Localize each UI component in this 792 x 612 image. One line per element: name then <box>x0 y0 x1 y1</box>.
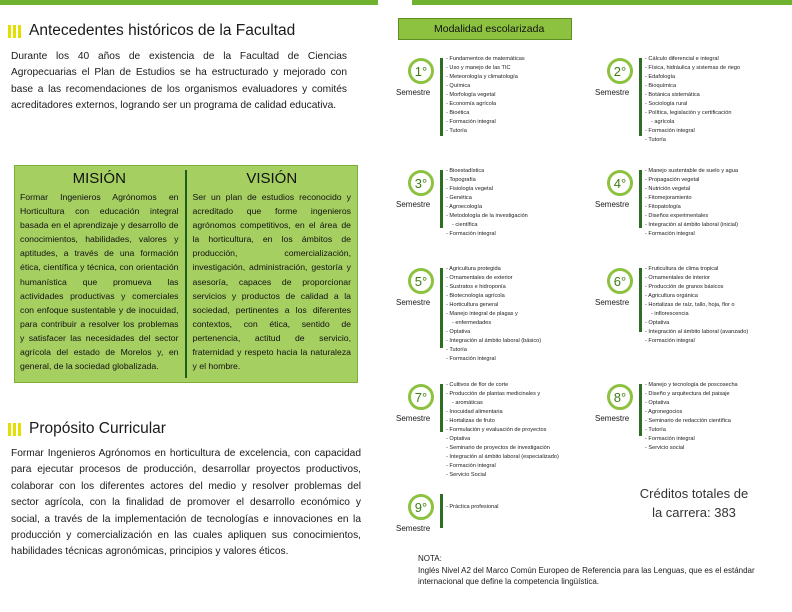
subject-item: - Morfología vegetal <box>446 91 525 100</box>
subject-item: - Integración al ámbito laboral (avanzado) <box>645 328 748 337</box>
antecedentes-header <box>8 22 295 40</box>
semestre-bar <box>440 384 443 432</box>
semestre-label: Semestre <box>595 88 630 97</box>
subject-item: - Producción de granos básicos <box>645 283 748 292</box>
nota-title: NOTA: <box>418 554 442 563</box>
semestre-bar <box>440 268 443 348</box>
vision-title: VISIÓN <box>246 170 298 187</box>
mision-column <box>15 166 185 382</box>
semestre-bar <box>639 384 642 436</box>
semestre-number: 2° <box>607 58 633 84</box>
subject-item: - Genética <box>446 194 528 203</box>
subject-item: - Formación integral <box>645 127 740 136</box>
modalidad-label: Modalidad escolarizada <box>398 18 572 40</box>
subject-item: - enfermedades <box>446 319 541 328</box>
subject-item: - Edafología <box>645 73 740 82</box>
subject-list <box>446 167 528 239</box>
subject-item: - Horticultura general <box>446 301 541 310</box>
subject-item: - Formación integral <box>446 118 525 127</box>
subject-item: - Sociología rural <box>645 100 740 109</box>
semestre-label: Semestre <box>595 298 630 307</box>
subject-item: - Diseños experimentales <box>645 212 738 221</box>
subject-item: - Nutrición vegetal <box>645 185 738 194</box>
subject-list <box>645 167 738 239</box>
subject-item: - Fitopatología <box>645 203 738 212</box>
semestre-number: 8° <box>607 384 633 410</box>
vision-text: Ser un plan de estudios reconocido y acreditado que forme ingenieros agrónomos competitivos, en el área de la horticultura, en los ámbitos de producción, comercialización, investigación, administración, gestoría y asesoría, capaces de proporcionar servicios y productos de calidad a la sociedad, pertinentes a los diferentes contextos, con ética, sentido de pertenencia, actitud de servicio, fraternidad y respeto hacia la naturaleza y el hombre. <box>192 192 351 372</box>
subject-item: - Práctica profesional <box>446 503 499 512</box>
semestre-bar <box>440 58 443 136</box>
subject-item: - Agronegocios <box>645 408 738 417</box>
subject-item: - Uso y manejo de las TIC <box>446 64 525 73</box>
nota <box>418 553 788 588</box>
proposito-title: Propósito Curricular <box>29 420 166 437</box>
section-marker-icon <box>8 423 21 436</box>
antecedentes-title: Antecedentes históricos de la Facultad <box>29 22 296 39</box>
subject-item: - Tutoría <box>645 426 738 435</box>
semestre-label: Semestre <box>396 298 431 307</box>
subject-item: - Cultivos de flor de corte <box>446 381 559 390</box>
subject-item: - Topografía <box>446 176 528 185</box>
nota-text: Inglés Nivel A2 del Marco Común Europeo de Referencia para las Lenguas, que es el estándar internacional que define la competencia lingüística. <box>418 565 755 586</box>
subject-item: - Integración al ámbito laboral (básico) <box>446 337 541 346</box>
subject-item: - Seminario de proyectos de investigación <box>446 444 559 453</box>
subject-item: - Metodología de la investigación <box>446 212 528 221</box>
subject-item: - Diseño y arquitectura del paisaje <box>645 390 738 399</box>
credits-line-2: la carrera: 383 <box>652 505 736 520</box>
subject-item: - Política, legislación y certificación <box>645 109 740 118</box>
subject-list <box>446 265 541 364</box>
subject-item: - Ornamentales de exterior <box>446 274 541 283</box>
subject-item: - Formación integral <box>446 230 528 239</box>
subject-item: - Bioquímica <box>645 82 740 91</box>
section-marker-icon <box>8 25 21 38</box>
subject-item: - Optativa <box>446 435 559 444</box>
subject-item: - Optativa <box>446 328 541 337</box>
semestre-label: Semestre <box>595 200 630 209</box>
subject-item: - Agroecología <box>446 203 528 212</box>
subject-item: - Manejo integral de plagas y <box>446 310 541 319</box>
subject-item: - Formulación y evaluación de proyectos <box>446 426 559 435</box>
subject-item: - agrícola <box>645 118 740 127</box>
subject-item: - Formación integral <box>645 230 738 239</box>
subject-item: - científica <box>446 221 528 230</box>
semestre-number: 3° <box>408 170 434 196</box>
subject-item: - Botánica sistemática <box>645 91 740 100</box>
subject-item: - Seminario de redacción científica <box>645 417 738 426</box>
subject-item: - Integración al ámbito laboral (especializado) <box>446 453 559 462</box>
subject-item: - Manejo sustentable de suelo y agua <box>645 167 738 176</box>
subject-item: - Agricultura orgánica <box>645 292 748 301</box>
subject-list <box>645 265 748 346</box>
subject-item: - Sustratos e hidroponía <box>446 283 541 292</box>
subject-item: - Tutoría <box>446 346 541 355</box>
semestre-label: Semestre <box>396 414 431 423</box>
subject-item: - Física, hidráulica y sistemas de riego <box>645 64 740 73</box>
subject-item: - Tutoría <box>645 136 740 145</box>
semestre-number: 1° <box>408 58 434 84</box>
subject-item: - inflorescencia <box>645 310 748 319</box>
credits-total <box>628 484 760 522</box>
subject-list <box>446 55 525 136</box>
subject-item: - Servicio Social <box>446 471 559 480</box>
semestre-number: 5° <box>408 268 434 294</box>
subject-item: - Química <box>446 82 525 91</box>
semestre-label: Semestre <box>396 524 431 533</box>
subject-item: - Fitomejoramiento <box>645 194 738 203</box>
antecedentes-text: Durante los 40 años de existencia de la Facultad de Ciencias Agropecuarias el Plan de Estudios se ha estructurado y mejorado con base a las recomendaciones de los organismos evaluadores y comités acreditadores externos, logrando ser un programa de calidad educativa. <box>11 51 347 112</box>
subject-list <box>645 381 738 453</box>
subject-list <box>446 503 499 512</box>
subject-item: - Ornamentales de interior <box>645 274 748 283</box>
subject-item: - Fisiología vegetal <box>446 185 528 194</box>
semestre-label: Semestre <box>396 200 431 209</box>
semestre-bar <box>440 494 443 528</box>
mision-vision-box <box>14 165 358 383</box>
subject-list <box>645 55 740 145</box>
subject-item: - Tutoría <box>446 127 525 136</box>
subject-item: - Optativa <box>645 319 748 328</box>
subject-item: - Meteorología y climatología <box>446 73 525 82</box>
subject-item: - Optativa <box>645 399 738 408</box>
subject-item: - Agricultura protegida <box>446 265 541 274</box>
semestre-label: Semestre <box>595 414 630 423</box>
subject-item: - Fundamentos de matemáticas <box>446 55 525 64</box>
subject-item: - Biotecnología agrícola <box>446 292 541 301</box>
subject-item: - Economía agrícola <box>446 100 525 109</box>
proposito-header <box>8 420 166 438</box>
subject-list <box>446 381 559 480</box>
subject-item: - Hortalizas de fruto <box>446 417 559 426</box>
credits-line-1: Créditos totales de <box>639 486 749 501</box>
mision-text: Formar Ingenieros Agrónomos en Horticultura con educación integral basada en el aprendizaje y desarrollo de conocimientos, habilidades, valores y aptitudes, a través de una formación ética, científica y técnica, con orientación humanística que promueva las actividades productivas y comerciales con enfoque sustentable y de inocuidad, para contribuir a resolver los problemas y satisfacer las necesidades del sector agrícola del estado de Morelos y, en general, de la sociedad globalizada. <box>20 192 179 372</box>
subject-item: - Bioética <box>446 109 525 118</box>
semestre-label: Semestre <box>396 88 431 97</box>
semestre-number: 9° <box>408 494 434 520</box>
proposito-text: Formar Ingenieros Agrónomos en horticultura de excelencia, con capacidad para ejecutar procesos de producción, desarrollar proyectos productivos, colaborar con los diferentes actores del medio y resolver problemas del sector agrícola, con la finalidad de promover el desarrollo económico y social, a través de la implementación de tecnologías e innovaciones en la producción y comercialización en las cuales apliquen sus conocimientos, habilidades técnicas agronómicas, principios y valores éticos. <box>11 448 361 558</box>
semestre-number: 7° <box>408 384 434 410</box>
subject-item: - Propagación vegetal <box>645 176 738 185</box>
subject-item: - Servicio social <box>645 444 738 453</box>
subject-item: - Bioestadística <box>446 167 528 176</box>
semestre-bar <box>639 58 642 136</box>
subject-item: - Formación integral <box>446 355 541 364</box>
top-bar-right <box>412 0 792 5</box>
subject-item: - Cálculo diferencial e integral <box>645 55 740 64</box>
subject-item: - Integración al ámbito laboral (inicial) <box>645 221 738 230</box>
semestre-number: 6° <box>607 268 633 294</box>
subject-item: - Formación integral <box>645 435 738 444</box>
semestre-number: 4° <box>607 170 633 196</box>
subject-item: - Formación integral <box>645 337 748 346</box>
subject-item: - Fruticultura de clima tropical <box>645 265 748 274</box>
semestre-bar <box>639 268 642 332</box>
top-bar-left <box>0 0 378 5</box>
semestre-bar <box>440 170 443 228</box>
subject-item: - Producción de plantas medicinales y <box>446 390 559 399</box>
subject-item: - aromáticas <box>446 399 559 408</box>
subject-item: - Hortalizas de raíz, tallo, hoja, flor o <box>645 301 748 310</box>
subject-item: - Inocuidad alimentaria <box>446 408 559 417</box>
mision-title: MISIÓN <box>72 170 126 187</box>
semestre-bar <box>639 170 642 228</box>
subject-item: - Manejo y tecnología de poscosecha <box>645 381 738 390</box>
vision-column <box>187 166 357 382</box>
subject-item: - Formación integral <box>446 462 559 471</box>
